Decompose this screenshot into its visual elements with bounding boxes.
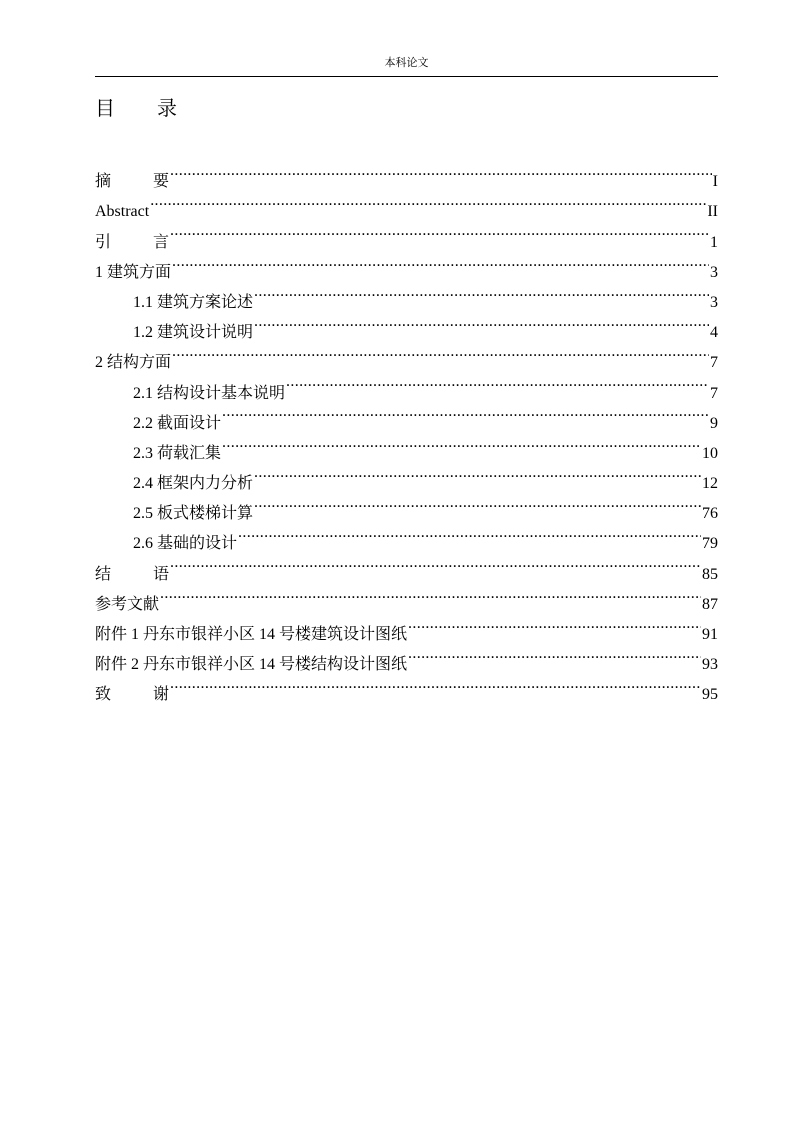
toc-page-number: 3 [710, 293, 718, 311]
toc-entry-label [95, 228, 169, 258]
toc-entry-label [95, 620, 407, 650]
toc-entry-label-text: 附件 2 丹东市银祥小区 14 号楼结构设计图纸 [95, 656, 408, 674]
toc-entry-label-text: Abstract [95, 203, 150, 221]
toc-dot-leader [254, 307, 709, 337]
toc-entry[interactable] [95, 669, 718, 704]
toc-dot-leader [222, 398, 709, 428]
toc-page-number: 95 [702, 686, 718, 704]
toc-dot-leader [286, 367, 709, 397]
toc-entry-label-text: 2.5 板式楼梯计算 [133, 505, 254, 523]
toc-entry-label-text: 2.4 框架内力分析 [133, 475, 254, 493]
toc-entry[interactable] [95, 337, 718, 372]
toc-entry-label-text: 结 [95, 565, 112, 583]
toc-entry-label-text: 摘 [95, 173, 112, 191]
toc-entry-label-text: 附件 1 丹东市银祥小区 14 号楼建筑设计图纸 [95, 626, 408, 643]
toc-page-number: 10 [702, 444, 718, 462]
toc-page-number: 85 [702, 565, 718, 583]
toc-dot-leader [254, 488, 701, 518]
toc-dot-leader [238, 518, 701, 548]
toc-page-number: 7 [710, 384, 718, 402]
toc-dot-leader [254, 277, 709, 307]
toc-entry-label [133, 409, 221, 439]
toc-dot-leader [160, 579, 701, 609]
toc-page-number: I [712, 173, 718, 191]
toc-page-number: 76 [702, 505, 718, 523]
toc-dot-leader [170, 156, 712, 186]
toc-entry-label-text: 1.1 建筑方案论述 [133, 293, 254, 311]
toc-entry-label-text: 2.3 荷载汇集 [133, 444, 222, 462]
toc-dot-leader [408, 639, 701, 669]
toc-entry-label-text: 引 [95, 233, 112, 251]
toc-entry-label-text-right: 要 [153, 173, 170, 191]
toc-entry[interactable] [95, 367, 718, 402]
toc-page-number: 79 [702, 535, 718, 553]
toc-dot-leader [222, 428, 701, 458]
toc-entry[interactable] [95, 609, 718, 643]
toc-dot-leader [172, 247, 709, 277]
toc-entry-label-text: 参考文献 [95, 595, 160, 613]
header-divider [95, 76, 718, 77]
toc-entry-label [95, 680, 169, 710]
toc-dot-leader [150, 186, 706, 216]
toc-title-right: 录 [157, 98, 177, 120]
toc-dot-leader [254, 458, 701, 488]
toc-entry[interactable] [95, 186, 718, 221]
toc-entry-label-text: 2.1 结构设计基本说明 [133, 384, 286, 402]
toc-entry-label [95, 197, 149, 227]
toc-page-number: 9 [710, 414, 718, 432]
toc-entry[interactable] [95, 277, 718, 311]
toc-entry-label [95, 590, 159, 620]
running-header: 本科论文 [384, 57, 429, 69]
toc-dot-leader [172, 337, 709, 367]
toc-dot-leader [170, 216, 709, 246]
toc-title [95, 95, 177, 123]
toc-entry-label [133, 499, 253, 529]
toc-entry[interactable] [95, 579, 718, 613]
toc-entry-label [95, 258, 171, 288]
toc-entry-label-text: 2.2 截面设计 [133, 414, 222, 432]
toc-dot-leader [408, 609, 701, 639]
toc-entry[interactable] [95, 216, 718, 251]
toc-entry[interactable] [95, 156, 718, 191]
table-of-contents [95, 156, 718, 704]
toc-entry-label-text: 2 结构方面 [95, 354, 172, 372]
toc-entry-label [95, 348, 171, 378]
toc-page-number: 1 [710, 233, 718, 251]
toc-dot-leader [170, 669, 701, 699]
toc-title-left: 目 [95, 98, 115, 120]
toc-page-number: 93 [702, 656, 718, 674]
toc-entry-label-text-right: 语 [153, 565, 170, 583]
toc-dot-leader [170, 548, 701, 578]
toc-entry-label-text-right: 言 [153, 233, 170, 251]
toc-entry-label-text: 2.6 基础的设计 [133, 535, 238, 553]
toc-entry[interactable] [95, 247, 718, 281]
toc-page-number: II [707, 203, 718, 221]
toc-page-number: 91 [702, 626, 718, 643]
toc-entry-label-text: 致 [95, 686, 112, 704]
toc-entry-label [95, 560, 169, 590]
toc-page-number: 12 [702, 475, 718, 493]
toc-page-number: 4 [710, 324, 718, 342]
toc-entry-label [133, 288, 253, 318]
toc-entry-label [133, 469, 253, 499]
toc-entry-label-text: 1 建筑方面 [95, 263, 172, 281]
toc-entry-label-text: 1.2 建筑设计说明 [133, 324, 254, 342]
toc-page-number: 3 [710, 263, 718, 281]
toc-entry-label [133, 439, 221, 469]
toc-page-number: 7 [710, 354, 718, 372]
toc-page-number: 87 [702, 595, 718, 613]
toc-entry-label-text-right: 谢 [153, 686, 170, 704]
toc-entry[interactable] [95, 548, 718, 583]
